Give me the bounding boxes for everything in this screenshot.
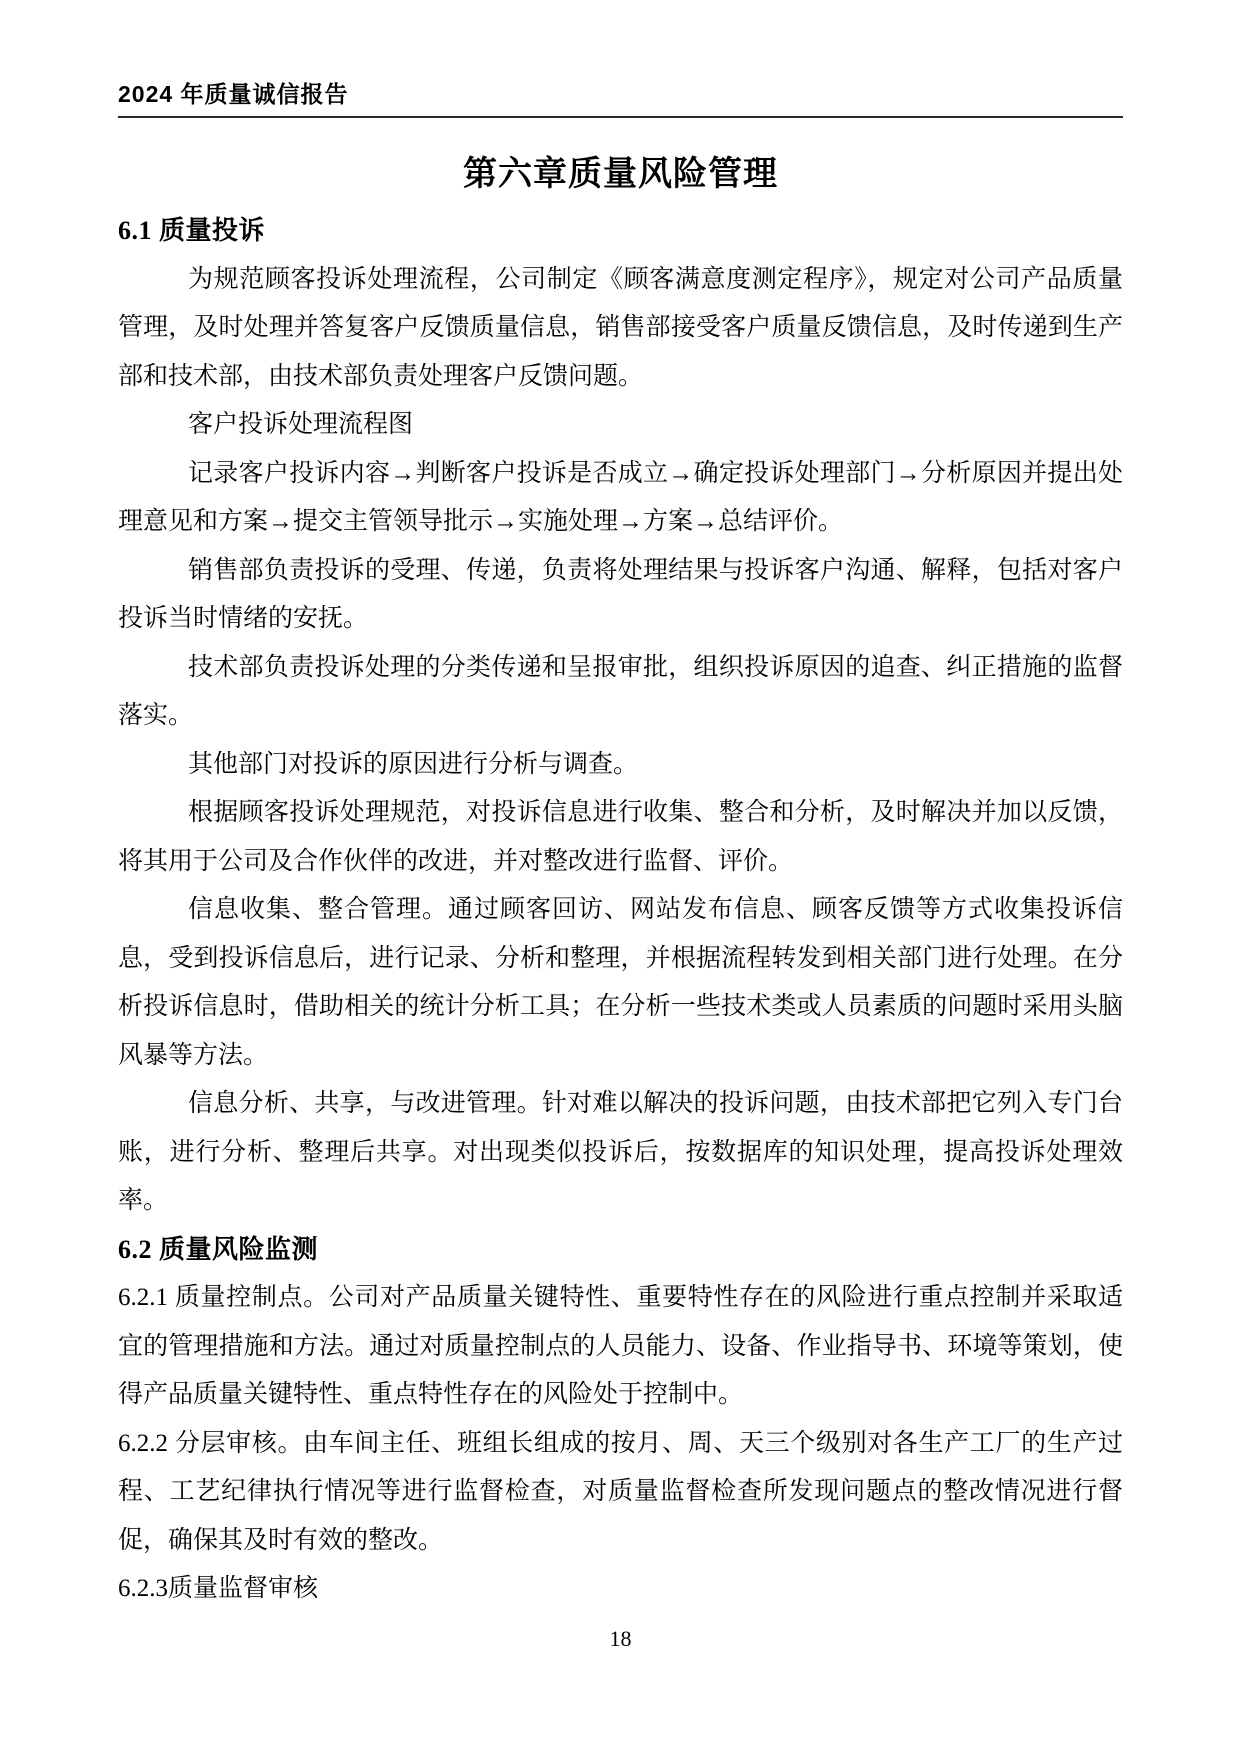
paragraph-other-depts: 其他部门对投诉的原因进行分析与调查。 [188, 750, 639, 778]
paragraph-6-2-1-control-points: 6.2.1 质量控制点。公司对产品质量关键特性、重要特性存在的风险进行重点控制并采取适宜的管理措施和方法。通过对质量控制点的人员能力、设备、作业指导书、环境等策划，使得产品质量关键特性、重点特性存在的风险处于控制中。 [118, 1284, 1123, 1408]
paragraph-complaint-spec: 根据顾客投诉处理规范，对投诉信息进行收集、整合和分析，及时解决并加以反馈，将其用于公司及合作伙伴的改进，并对整改进行监督、评价。 [118, 799, 1123, 875]
paragraph-flow-steps: 记录客户投诉内容→判断客户投诉是否成立→确定投诉处理部门→分析原因并提出处理意见和方案→提交主管领导批示→实施处理→方案→总结评价。 [118, 459, 1123, 535]
paragraph-complaint-process: 为规范顾客投诉处理流程，公司制定《顾客满意度测定程序》，规定对公司产品质量管理，及时处理并答复客户反馈质量信息，销售部接受客户质量反馈信息，及时传递到生产部和技术部，由技术部负责处理客户反馈问题。 [118, 265, 1123, 390]
paragraph-sales-dept: 销售部负责投诉的受理、传递，负责将处理结果与投诉客户沟通、解释，包括对客户投诉当时情绪的安抚。 [118, 556, 1123, 632]
paragraph-info-analysis: 信息分析、共享，与改进管理。针对难以解决的投诉问题，由技术部把它列入专门台账，进行分析、整理后共享。对出现类似投诉后，按数据库的知识处理，提高投诉处理效率。 [118, 1090, 1123, 1214]
report-title: 2024 年质量诚信报告 [118, 81, 349, 107]
running-header [118, 0, 1123, 118]
paragraph-info-collection: 信息收集、整合管理。通过顾客回访、网站发布信息、顾客反馈等方式收集投诉信息，受到投诉信息后，进行记录、分析和整理，并根据流程转发到相关部门进行处理。在分析投诉信息时，借助相关的统计分析工具；在分析一些技术类或人员素质的问题时采用头脑风暴等方法。 [118, 896, 1123, 1069]
paragraph-flowchart-label: 客户投诉处理流程图 [188, 411, 414, 438]
chapter-title: 第六章质量风险管理 [463, 155, 778, 193]
paragraph-6-2-3-quality-audit: 6.2.3质量监督审核 [118, 1575, 319, 1602]
paragraph-tech-dept: 技术部负责投诉处理的分类传递和呈报审批，组织投诉原因的追查、纠正措施的监督落实。 [118, 653, 1123, 729]
body-content [118, 207, 1123, 1614]
page-number: 18 [609, 1626, 632, 1651]
paragraph-6-2-2-layered-audit: 6.2.2 分层审核。由车间主任、班组长组成的按月、周、天三个级别对各生产工厂的生产过程、工艺纪律执行情况等进行监督检查，对质量监督检查所发现问题点的整改情况进行督促，确保其及时有效的整改。 [118, 1429, 1123, 1554]
section-6-2-heading: 6.2 质量风险监测 [118, 1234, 319, 1264]
section-6-1-heading: 6.1 质量投诉 [118, 216, 266, 245]
